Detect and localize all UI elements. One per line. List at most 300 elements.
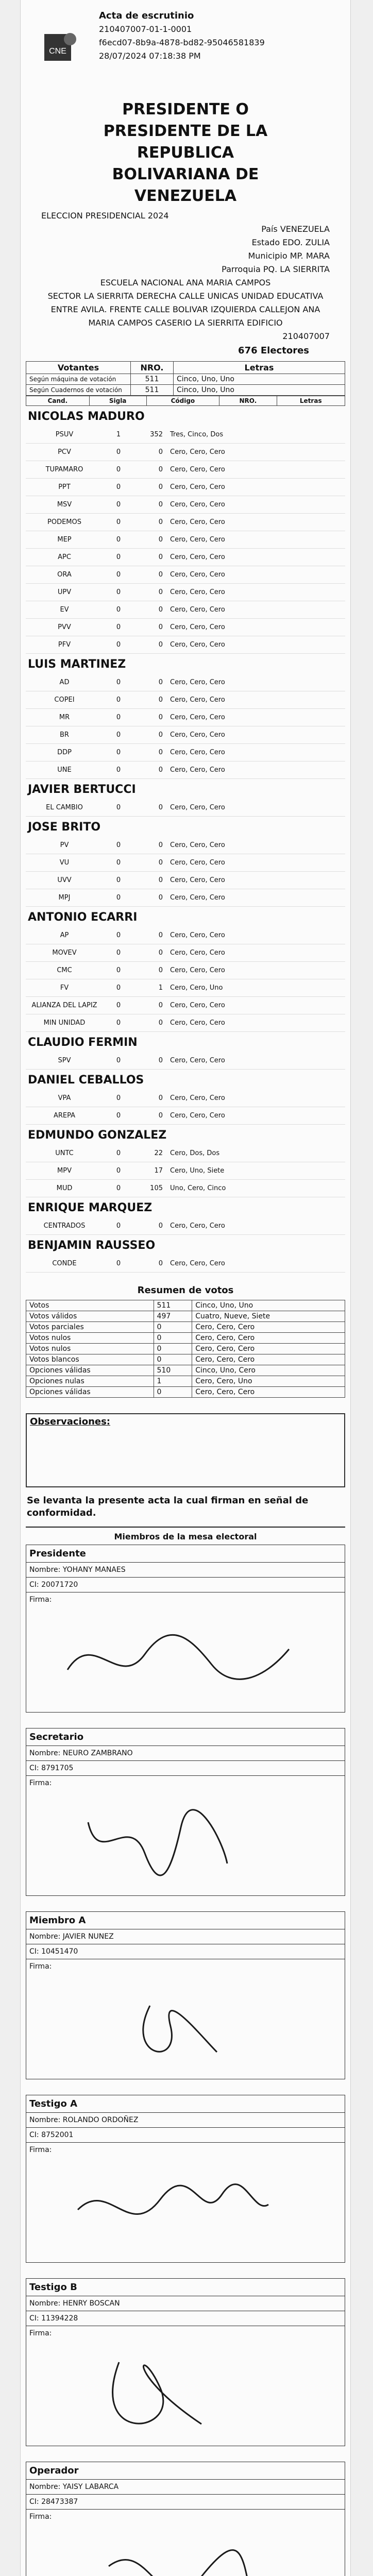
party-votes: 0 (158, 518, 163, 526)
party-row (26, 944, 345, 962)
cne-logo-icon (43, 30, 79, 66)
party-letters: Cero, Cero, Cero (170, 1260, 225, 1267)
resumen-number: 0 (154, 1322, 192, 1333)
party-abbr: BR (60, 731, 69, 739)
member-name: Nombre: JAVIER NUNEZ (26, 1929, 345, 1944)
handwritten-signature (47, 1608, 325, 1701)
party-row (26, 1145, 345, 1162)
table-row (26, 1387, 345, 1398)
party-votes: 0 (158, 1094, 163, 1102)
candidate-block (26, 406, 345, 654)
party-digit: 0 (116, 1167, 121, 1175)
table-row (26, 385, 345, 396)
party-letters: Cero, Cero, Cero (170, 949, 225, 957)
resumen-letters: Cero, Cero, Cero (192, 1333, 345, 1344)
party-abbr: MPJ (58, 894, 71, 902)
party-abbr: UPV (57, 588, 72, 596)
handwritten-signature (47, 2525, 325, 2576)
party-votes: 0 (158, 731, 163, 739)
candidate-block (26, 1070, 345, 1125)
party-row (26, 761, 345, 779)
member-ci: CI: 8752001 (26, 2128, 345, 2143)
acta-title: Acta de escrutinio (99, 10, 194, 21)
member-block (26, 1728, 345, 1896)
candidate-name: BENJAMIN RAUSSEO (28, 1239, 156, 1252)
member-name: Nombre: NEURO ZAMBRANO (26, 1746, 345, 1761)
party-row (26, 549, 345, 566)
table-header (26, 396, 345, 406)
election-name: ELECCION PRESIDENCIAL 2024 (41, 211, 169, 221)
party-digit: 0 (116, 1184, 121, 1192)
party-abbr: DDP (57, 749, 72, 756)
party-row (26, 479, 345, 496)
party-letters: Cero, Cero, Cero (170, 571, 225, 579)
party-row (26, 636, 345, 654)
acta-hash: f6ecd07-8b9a-4878-bd82-95046581839 (99, 38, 265, 47)
party-row (26, 1052, 345, 1070)
party-letters: Cero, Cero, Cero (170, 876, 225, 884)
party-abbr: PV (60, 841, 69, 849)
party-abbr: VPA (58, 1094, 71, 1102)
party-row (26, 674, 345, 691)
party-letters: Cero, Cero, Cero (170, 448, 225, 456)
party-row (26, 927, 345, 944)
acta-datetime: 28/07/2024 07:18:38 PM (99, 51, 201, 61)
party-row (26, 854, 345, 872)
party-abbr: PCV (58, 448, 71, 456)
party-votes: 0 (158, 1019, 163, 1027)
party-letters: Cero, Dos, Dos (170, 1149, 220, 1157)
party-row (26, 1180, 345, 1197)
party-digit: 0 (116, 804, 121, 811)
party-digit: 0 (116, 571, 121, 579)
resumen-label: Votos nulos (26, 1344, 154, 1354)
party-votes: 1 (158, 984, 163, 992)
candidate-block (26, 1032, 345, 1070)
votantes-letters: Cinco, Uno, Uno (174, 374, 345, 385)
party-votes: 0 (158, 859, 163, 867)
party-votes: 0 (158, 749, 163, 756)
acta-code: 210407007-01-1-0001 (99, 24, 192, 34)
party-letters: Cero, Uno, Siete (170, 1167, 225, 1175)
member-block (26, 1545, 345, 1713)
party-votes: 0 (158, 606, 163, 614)
member-signature-area (26, 2326, 345, 2446)
party-letters: Cero, Cero, Cero (170, 1057, 225, 1064)
title-line: REPUBLICA (137, 144, 234, 162)
party-abbr: FV (60, 984, 69, 992)
firma-label: Firma: (29, 1962, 52, 1971)
party-digit: 0 (116, 483, 121, 491)
party-letters: Cero, Cero, Cero (170, 518, 225, 526)
candidate-name: EDMUNDO GONZALEZ (28, 1129, 167, 1142)
conformity-notice: Se levanta la presente acta la cual firman en señal de conformidad. (27, 1495, 309, 1518)
escuela: ESCUELA NACIONAL ANA MARIA CAMPOS (100, 278, 271, 287)
party-letters: Cero, Cero, Uno (170, 984, 223, 992)
party-row (26, 1217, 345, 1235)
resumen-label: Opciones válidas (26, 1365, 154, 1376)
party-digit: 0 (116, 1094, 121, 1102)
header-cell: Código (146, 396, 219, 406)
resumen-letters: Cero, Cero, Cero (192, 1344, 345, 1354)
party-row (26, 1107, 345, 1125)
party-votes: 0 (158, 623, 163, 631)
members-list (21, 1545, 350, 2576)
party-row (26, 837, 345, 854)
candidate-block (26, 779, 345, 817)
party-letters: Tres, Cinco, Dos (170, 431, 224, 438)
resumen-letters: Cuatro, Nueve, Siete (192, 1311, 345, 1322)
resumen-number: 0 (154, 1344, 192, 1354)
member-signature-area (26, 2143, 345, 2262)
party-abbr: MIN UNIDAD (43, 1019, 86, 1027)
divider (26, 1527, 345, 1528)
resumen-label: Votos válidos (26, 1311, 154, 1322)
candidate-block (26, 817, 345, 907)
resumen-number: 511 (154, 1300, 192, 1311)
party-letters: Cero, Cero, Cero (170, 766, 225, 774)
party-row (26, 444, 345, 461)
party-votes: 352 (150, 431, 163, 438)
party-digit: 0 (116, 967, 121, 974)
party-abbr: ALIANZA DEL LAPIZ (31, 1002, 97, 1009)
party-row (26, 962, 345, 979)
member-signature-area (26, 1959, 345, 2079)
municipio: Municipio MP. MARA (248, 251, 330, 261)
party-votes: 0 (158, 571, 163, 579)
party-digit: 0 (116, 714, 121, 721)
party-letters: Cero, Cero, Cero (170, 466, 225, 473)
handwritten-signature (47, 1975, 325, 2067)
candidate-name: NICOLAS MADURO (28, 410, 145, 423)
resumen-title: Resumen de votos (137, 1285, 234, 1296)
resumen-letters: Cinco, Uno, Cero (192, 1365, 345, 1376)
resumen-table (26, 1300, 345, 1398)
party-digit: 0 (116, 588, 121, 596)
title-line: PRESIDENTE O (122, 100, 249, 118)
party-digit: 0 (116, 1260, 121, 1267)
party-row (26, 1090, 345, 1107)
candidate-block (26, 1125, 345, 1197)
party-digit: 1 (116, 431, 121, 438)
party-votes: 0 (158, 1057, 163, 1064)
resumen-label: Votos blancos (26, 1354, 154, 1365)
table-row (26, 1311, 345, 1322)
party-digit: 0 (116, 623, 121, 631)
party-votes: 0 (158, 876, 163, 884)
header-text (94, 9, 338, 97)
resumen-letters: Cinco, Uno, Uno (192, 1300, 345, 1311)
candidate-name: JOSE BRITO (28, 821, 101, 834)
party-abbr: MSV (57, 501, 72, 509)
party-row (26, 566, 345, 584)
party-abbr: MEP (57, 536, 72, 544)
party-votes: 105 (150, 1184, 163, 1192)
party-digit: 0 (116, 949, 121, 957)
party-digit: 0 (116, 859, 121, 867)
member-block (26, 2095, 345, 2263)
candidate-name: CLAUDIO FERMIN (28, 1036, 138, 1049)
party-row (26, 461, 345, 479)
party-letters: Cero, Cero, Cero (170, 536, 225, 544)
party-letters: Cero, Cero, Cero (170, 483, 225, 491)
party-abbr: PODEMOS (47, 518, 81, 526)
party-row (26, 709, 345, 726)
mesa-title: Miembros de la mesa electoral (114, 1532, 257, 1541)
resumen-number: 0 (154, 1387, 192, 1398)
votantes-number: 511 (131, 374, 174, 385)
votantes-table (26, 361, 345, 396)
candidate-name: DANIEL CEBALLOS (28, 1074, 144, 1087)
resumen-number: 1 (154, 1376, 192, 1387)
party-abbr: PFV (58, 641, 71, 649)
member-name: Nombre: ROLANDO ORDOÑEZ (26, 2113, 345, 2128)
party-digit: 0 (116, 448, 121, 456)
member-role: Testigo B (26, 2279, 345, 2296)
resumen-label: Opciones válidas (26, 1387, 154, 1398)
party-votes: 0 (158, 804, 163, 811)
parroquia: Parroquia PQ. LA SIERRITA (222, 264, 330, 274)
party-abbr: EL CAMBIO (46, 804, 83, 811)
firma-label: Firma: (29, 2329, 52, 2337)
party-letters: Cero, Cero, Cero (170, 588, 225, 596)
party-votes: 0 (158, 448, 163, 456)
party-row (26, 799, 345, 817)
resumen-letters: Cero, Cero, Uno (192, 1376, 345, 1387)
party-letters: Cero, Cero, Cero (170, 641, 225, 649)
resumen-letters: Cero, Cero, Cero (192, 1322, 345, 1333)
resumen-label: Votos nulos (26, 1333, 154, 1344)
candidate-block (26, 654, 345, 779)
header-cell: Votantes (26, 362, 131, 374)
party-abbr: PSUV (55, 431, 74, 438)
party-abbr: EV (60, 606, 69, 614)
party-row (26, 979, 345, 997)
votantes-label: Según máquina de votación (26, 374, 131, 385)
party-digit: 0 (116, 696, 121, 704)
party-letters: Cero, Cero, Cero (170, 501, 225, 509)
party-row (26, 531, 345, 549)
party-abbr: MOVEV (52, 949, 77, 957)
party-digit: 0 (116, 679, 121, 686)
party-letters: Uno, Cero, Cinco (170, 1184, 226, 1192)
party-abbr: UNE (57, 766, 72, 774)
member-name: Nombre: YOHANY MANAES (26, 1563, 345, 1578)
handwritten-signature (47, 1791, 325, 1884)
party-votes: 0 (158, 466, 163, 473)
handwritten-signature (47, 2342, 325, 2434)
party-votes: 0 (158, 679, 163, 686)
party-letters: Cero, Cero, Cero (170, 1002, 225, 1009)
party-digit: 0 (116, 536, 121, 544)
header-cell: Letras (277, 396, 345, 406)
header-cell: NRO. (219, 396, 277, 406)
party-digit: 0 (116, 1149, 121, 1157)
table-row (26, 1300, 345, 1311)
candidate-name: ANTONIO ECARRI (28, 911, 138, 924)
votantes-letters: Cinco, Uno, Uno (174, 385, 345, 396)
electors-count: 676 Electores (238, 345, 309, 356)
party-votes: 0 (158, 1112, 163, 1120)
party-row (26, 584, 345, 601)
member-ci: CI: 28473387 (26, 2495, 345, 2510)
table-row (26, 1333, 345, 1344)
member-block (26, 2462, 345, 2576)
party-votes: 0 (158, 714, 163, 721)
party-letters: Cero, Cero, Cero (170, 967, 225, 974)
party-row (26, 601, 345, 619)
party-abbr: CENTRADOS (43, 1222, 86, 1230)
party-letters: Cero, Cero, Cero (170, 804, 225, 811)
party-row (26, 619, 345, 636)
party-digit: 0 (116, 501, 121, 509)
handwritten-signature (47, 2158, 325, 2251)
header-cell: Cand. (26, 396, 90, 406)
member-role: Presidente (26, 1545, 345, 1563)
member-role: Testigo A (26, 2095, 345, 2113)
party-votes: 0 (158, 949, 163, 957)
party-votes: 0 (158, 766, 163, 774)
party-abbr: MR (59, 714, 70, 721)
party-letters: Cero, Cero, Cero (170, 1094, 225, 1102)
title-line: PRESIDENTE DE LA (103, 122, 268, 140)
party-letters: Cero, Cero, Cero (170, 553, 225, 561)
resumen-label: Votos (26, 1300, 154, 1311)
party-votes: 0 (158, 483, 163, 491)
party-votes: 0 (158, 1260, 163, 1267)
page-title (21, 101, 350, 205)
table-row (26, 1365, 345, 1376)
party-letters: Cero, Cero, Cero (170, 606, 225, 614)
party-votes: 0 (158, 1002, 163, 1009)
party-abbr: AREPA (53, 1112, 76, 1120)
party-row (26, 726, 345, 744)
party-digit: 0 (116, 931, 121, 939)
header (21, 0, 350, 97)
party-letters: Cero, Cero, Cero (170, 894, 225, 902)
party-row (26, 496, 345, 514)
candidate-block (26, 1235, 345, 1273)
logo-text: CNE (49, 47, 66, 56)
header-cell: NRO. (131, 362, 174, 374)
party-abbr: AD (59, 679, 70, 686)
party-digit: 0 (116, 1112, 121, 1120)
member-name: Nombre: YAISY LABARCA (26, 2480, 345, 2495)
resumen-letters: Cero, Cero, Cero (192, 1354, 345, 1365)
party-votes: 22 (154, 1149, 163, 1157)
member-block (26, 2278, 345, 2446)
acta-receipt (21, 0, 350, 2576)
party-abbr: ORA (57, 571, 72, 579)
table-row (26, 1354, 345, 1365)
member-signature-area (26, 1592, 345, 1712)
party-abbr: PPT (58, 483, 71, 491)
estado: Estado EDO. ZULIA (251, 238, 330, 247)
party-abbr: UNTC (55, 1149, 74, 1157)
party-votes: 17 (154, 1167, 163, 1175)
firma-label: Firma: (29, 1596, 52, 1604)
party-digit: 0 (116, 606, 121, 614)
member-role: Miembro A (26, 1912, 345, 1929)
party-abbr: CMC (57, 967, 72, 974)
party-letters: Cero, Cero, Cero (170, 623, 225, 631)
party-digit: 0 (116, 1057, 121, 1064)
candidate-name: LUIS MARTINEZ (28, 658, 126, 671)
title-line: VENEZUELA (134, 187, 237, 205)
member-ci: CI: 8791705 (26, 1761, 345, 1776)
party-votes: 0 (158, 1222, 163, 1230)
candidates-list (21, 406, 350, 1273)
member-role: Operador (26, 2462, 345, 2480)
party-digit: 0 (116, 876, 121, 884)
member-ci: CI: 11394228 (26, 2311, 345, 2326)
party-digit: 0 (116, 841, 121, 849)
party-row (26, 691, 345, 709)
party-letters: Cero, Cero, Cero (170, 749, 225, 756)
party-digit: 0 (116, 766, 121, 774)
party-row (26, 514, 345, 531)
party-votes: 0 (158, 841, 163, 849)
resumen-number: 0 (154, 1333, 192, 1344)
candidate-name: JAVIER BERTUCCI (28, 783, 136, 796)
header-cell: Letras (174, 362, 345, 374)
member-role: Secretario (26, 1728, 345, 1746)
candidate-block (26, 907, 345, 1032)
member-signature-area (26, 2510, 345, 2576)
candidate-block (26, 1197, 345, 1235)
member-name: Nombre: HENRY BOSCAN (26, 2296, 345, 2311)
party-row (26, 1014, 345, 1032)
resumen-letters: Cero, Cero, Cero (192, 1387, 345, 1398)
firma-label: Firma: (29, 2513, 52, 2521)
votantes-label: Según Cuadernos de votación (26, 385, 131, 396)
resumen-number: 497 (154, 1311, 192, 1322)
party-abbr: MUD (56, 1184, 73, 1192)
party-votes: 0 (158, 641, 163, 649)
party-digit: 0 (116, 518, 121, 526)
party-digit: 0 (116, 466, 121, 473)
party-abbr: TUPAMARO (45, 466, 83, 473)
party-digit: 0 (116, 1002, 121, 1009)
party-digit: 0 (116, 553, 121, 561)
cne-logo (33, 9, 94, 97)
party-abbr: SPV (58, 1057, 71, 1064)
party-abbr: AP (60, 931, 69, 939)
resumen-label: Votos parciales (26, 1322, 154, 1333)
center-code: 210407007 (282, 331, 330, 341)
party-votes: 0 (158, 501, 163, 509)
pais: País VENEZUELA (261, 224, 330, 234)
table-row (26, 374, 345, 385)
header-cell: Sigla (89, 396, 146, 406)
party-votes: 0 (158, 553, 163, 561)
party-votes: 0 (158, 696, 163, 704)
party-abbr: PVV (58, 623, 71, 631)
party-row (26, 1162, 345, 1180)
member-ci: CI: 10451470 (26, 1944, 345, 1959)
firma-label: Firma: (29, 1779, 52, 1787)
party-row (26, 872, 345, 889)
party-votes: 0 (158, 536, 163, 544)
member-block (26, 1911, 345, 2079)
party-row (26, 426, 345, 444)
party-digit: 0 (116, 749, 121, 756)
party-letters: Cero, Cero, Cero (170, 679, 225, 686)
party-letters: Cero, Cero, Cero (170, 841, 225, 849)
party-votes: 0 (158, 588, 163, 596)
party-abbr: VU (59, 859, 70, 867)
resumen-number: 0 (154, 1354, 192, 1365)
